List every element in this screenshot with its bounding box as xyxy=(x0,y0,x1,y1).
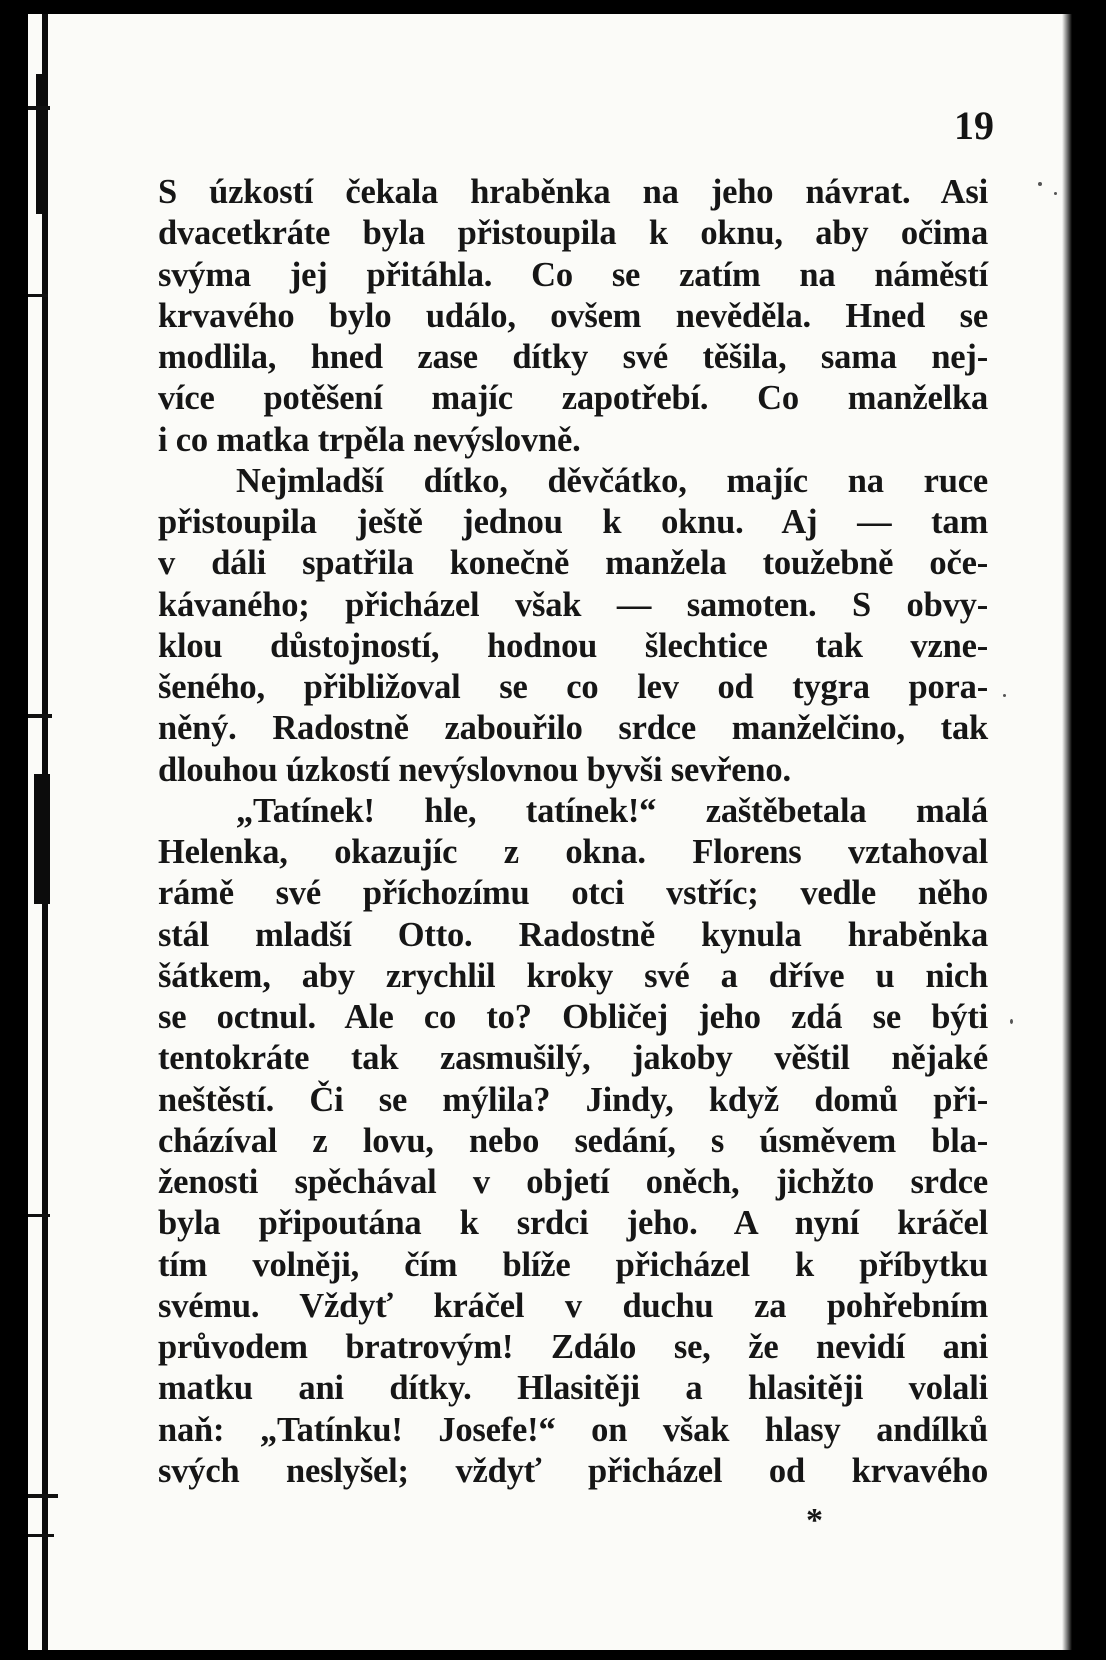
body-text xyxy=(158,172,988,1492)
text-line: více potěšení majíc zapotřebí. Co manželka xyxy=(158,379,988,418)
text-line: šeného, přibližoval se co lev od tygra pora- xyxy=(158,668,988,706)
text-line: matku ani dítky. Hlasitěji a hlasitěji volali xyxy=(158,1369,988,1408)
text-line: Helenka, okazujíc z okna. Florens vztahoval xyxy=(158,833,988,871)
binding-edge xyxy=(28,14,68,1650)
text-line: neštěstí. Či se mýlila? Jindy, když domů při- xyxy=(158,1080,988,1119)
text-line: S úzkostí čekala hraběnka na jeho návrat. Asi xyxy=(158,173,988,211)
text-line: tentokráte tak zasmušilý, jakoby věštil nějaké xyxy=(158,1039,988,1078)
text-line: dvacetkráte byla přistoupila k oknu, aby očima xyxy=(158,214,988,253)
text-line: rámě své příchozímu otci vstříc; vedle něho xyxy=(158,874,988,913)
text-line: svých neslyšel; vždyť přicházel od krvavého xyxy=(158,1451,988,1490)
text-line: tím volněji, čím blíže přicházel k příbytku xyxy=(158,1245,988,1284)
text-line: se octnul. Ale co to? Obličej jeho zdá se býti xyxy=(158,998,988,1036)
text-line: i co matka trpěla nevýslovně. xyxy=(158,420,581,459)
text-line: ženosti spěchával v objetí oněch, jichžto srdce xyxy=(158,1163,988,1201)
text-line: naň: „Tatínku! Josefe!“ on však hlasy andílků xyxy=(158,1410,988,1449)
scan-speck xyxy=(1038,182,1042,186)
text-line: „Tatínek! hle, tatínek!“ zaštěbetala malá xyxy=(236,791,988,830)
text-line: byla připoutána k srdci jeho. A nyní kráčel xyxy=(158,1204,988,1243)
text-line: dlouhou úzkostí nevýslovnou byvši sevřeno. xyxy=(158,750,791,789)
page-number: 19 xyxy=(954,103,994,148)
text-line: Nejmladší dítko, děvčátko, majíc na ruce xyxy=(236,461,988,500)
text-line: modlila, hned zase dítky své těšila, sama nej- xyxy=(158,338,988,376)
scan-speck xyxy=(1054,192,1057,195)
book-page xyxy=(28,14,1076,1650)
text-line: šátkem, aby zrychlil kroky své a dříve u nich xyxy=(158,956,988,995)
text-line: stál mladší Otto. Radostně kynula hraběnka xyxy=(158,915,988,954)
text-line: v dáli spatřila konečně manžela toužebně oče- xyxy=(158,544,988,583)
text-line: krvavého bylo událo, ovšem nevěděla. Hned se xyxy=(158,296,988,335)
signature-mark: * xyxy=(806,1502,823,1539)
text-line: přistoupila ještě jednou k oknu. Aj — tam xyxy=(158,503,988,541)
scan-edge xyxy=(1062,14,1076,1650)
scan-speck xyxy=(1010,1019,1013,1024)
scan-speck xyxy=(1003,694,1006,697)
text-line: kávaného; přicházel však — samoten. S obvy- xyxy=(158,585,988,624)
text-line: svému. Vždyť kráčel v duchu za pohřebním xyxy=(158,1286,988,1325)
text-line: něný. Radostně zabouřilo srdce manželčino, tak xyxy=(158,709,988,748)
text-line: svýma jej přitáhla. Co se zatím na náměstí xyxy=(158,255,988,294)
text-line: průvodem bratrovým! Zdálo se, že nevidí ani xyxy=(158,1328,988,1366)
text-line: klou důstojností, hodnou šlechtice tak vzne- xyxy=(158,626,988,665)
text-line: cházíval z lovu, nebo sedání, s úsměvem bla- xyxy=(158,1121,988,1160)
